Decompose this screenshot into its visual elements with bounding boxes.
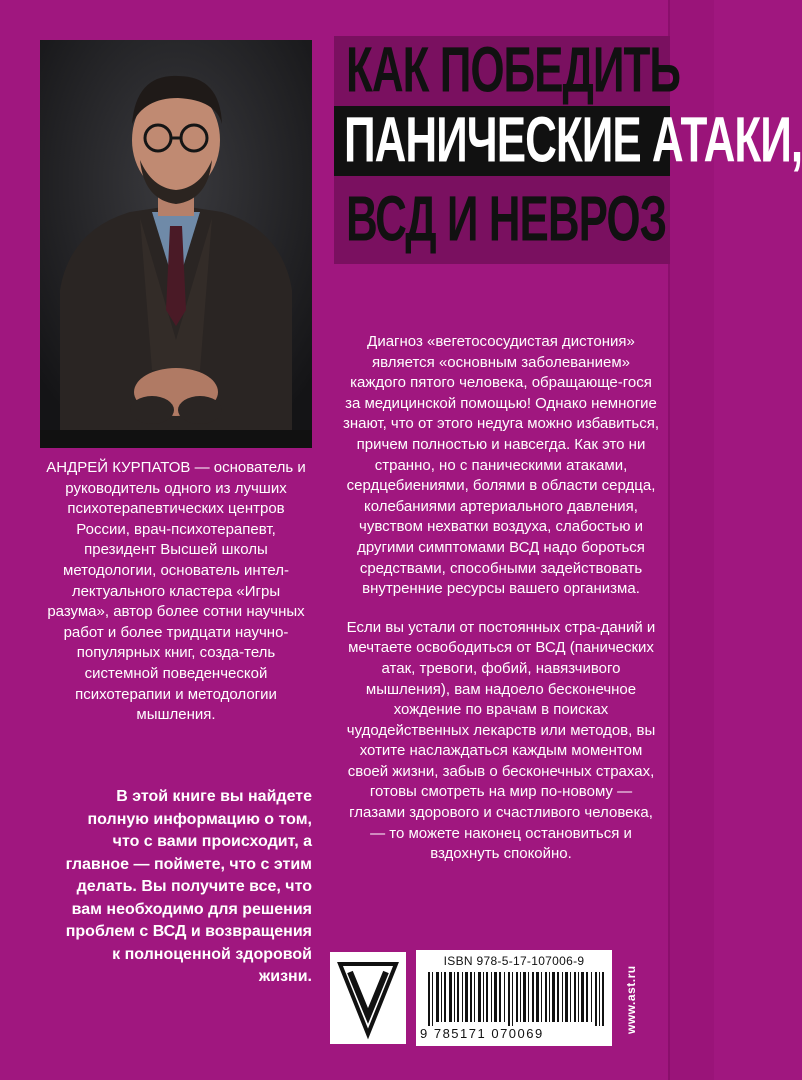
description-paragraph-1: Диагноз «вегетососудистая дистония» является «основным заболеванием» каждого пятого человека, обращающе-гося за медицинской помощью! Однако немногие знают, что от этого недуга можно избавиться, причем полностью и навсегда. Как это ни странно, но с паническими атаками, сердцебиениями, болями в области сердца, колебаниями артериального давления, чувством нехватки воздуха, слабостью и другими симптомами ВСД надо бороться средствами, способными задействовать внутренние ресурсы вашего организма. bbox=[342, 333, 660, 598]
author-photo bbox=[40, 40, 312, 448]
v-logo-icon bbox=[336, 958, 400, 1038]
description-paragraph-2: Если вы устали от постоянных стра-даний и мечтаете освободиться от ВСД (панических атак, тревоги, фобий, навязчивого мышления), вам надоело бесконечное хождение по врачам в поисках чудодейственных лекарств или методов, вы хотите наслаждаться каждым моментом своей жизни, забыв о бесконечных страхах, готовы смотреть на мир по-новому — глазами здорового и счастливого человека, — то можете наконец остановиться и вздохнуть спокойно. bbox=[346, 618, 656, 863]
author-portrait-illustration bbox=[40, 40, 312, 448]
title-line-1: КАК ПОБЕДИТЬ bbox=[334, 36, 670, 106]
barcode-icon bbox=[428, 972, 604, 1026]
website-url: www.ast.ru bbox=[624, 965, 638, 1034]
title-line-2: ПАНИЧЕСКИЕ АТАКИ, bbox=[334, 106, 670, 176]
barcode-digits: 9 785171 070069 bbox=[420, 1026, 544, 1041]
publisher-logo bbox=[330, 952, 406, 1044]
barcode-panel bbox=[416, 950, 612, 1046]
book-promise-text: В этой книге вы найдете полную информацию о том, что с вами происходит, а главное — поймете, что с этим делать. Вы получите все, что вам необходимо для решения проблем с ВСД и возвращения к полноценной здоровой жизни. bbox=[65, 788, 312, 985]
isbn-label: ISBN 978-5-17-107006-9 bbox=[443, 954, 585, 968]
book-promise bbox=[64, 786, 312, 989]
author-bio bbox=[40, 458, 312, 726]
book-description bbox=[342, 332, 660, 883]
title-line-3: ВСД И НЕВРОЗ bbox=[334, 176, 670, 264]
author-bio-text: АНДРЕЙ КУРПАТОВ — основатель и руководитель одного из лучших психотерапевтических центров России, врач-психотерапевт, президент Высшей школы методологии, основатель интел-лектуального кластера «Игры разума», автор более сотни научных работ и более тридцати научно-популярных книг, созда-тель системной поведенческой психотерапии и методологии мышления. bbox=[46, 459, 306, 724]
